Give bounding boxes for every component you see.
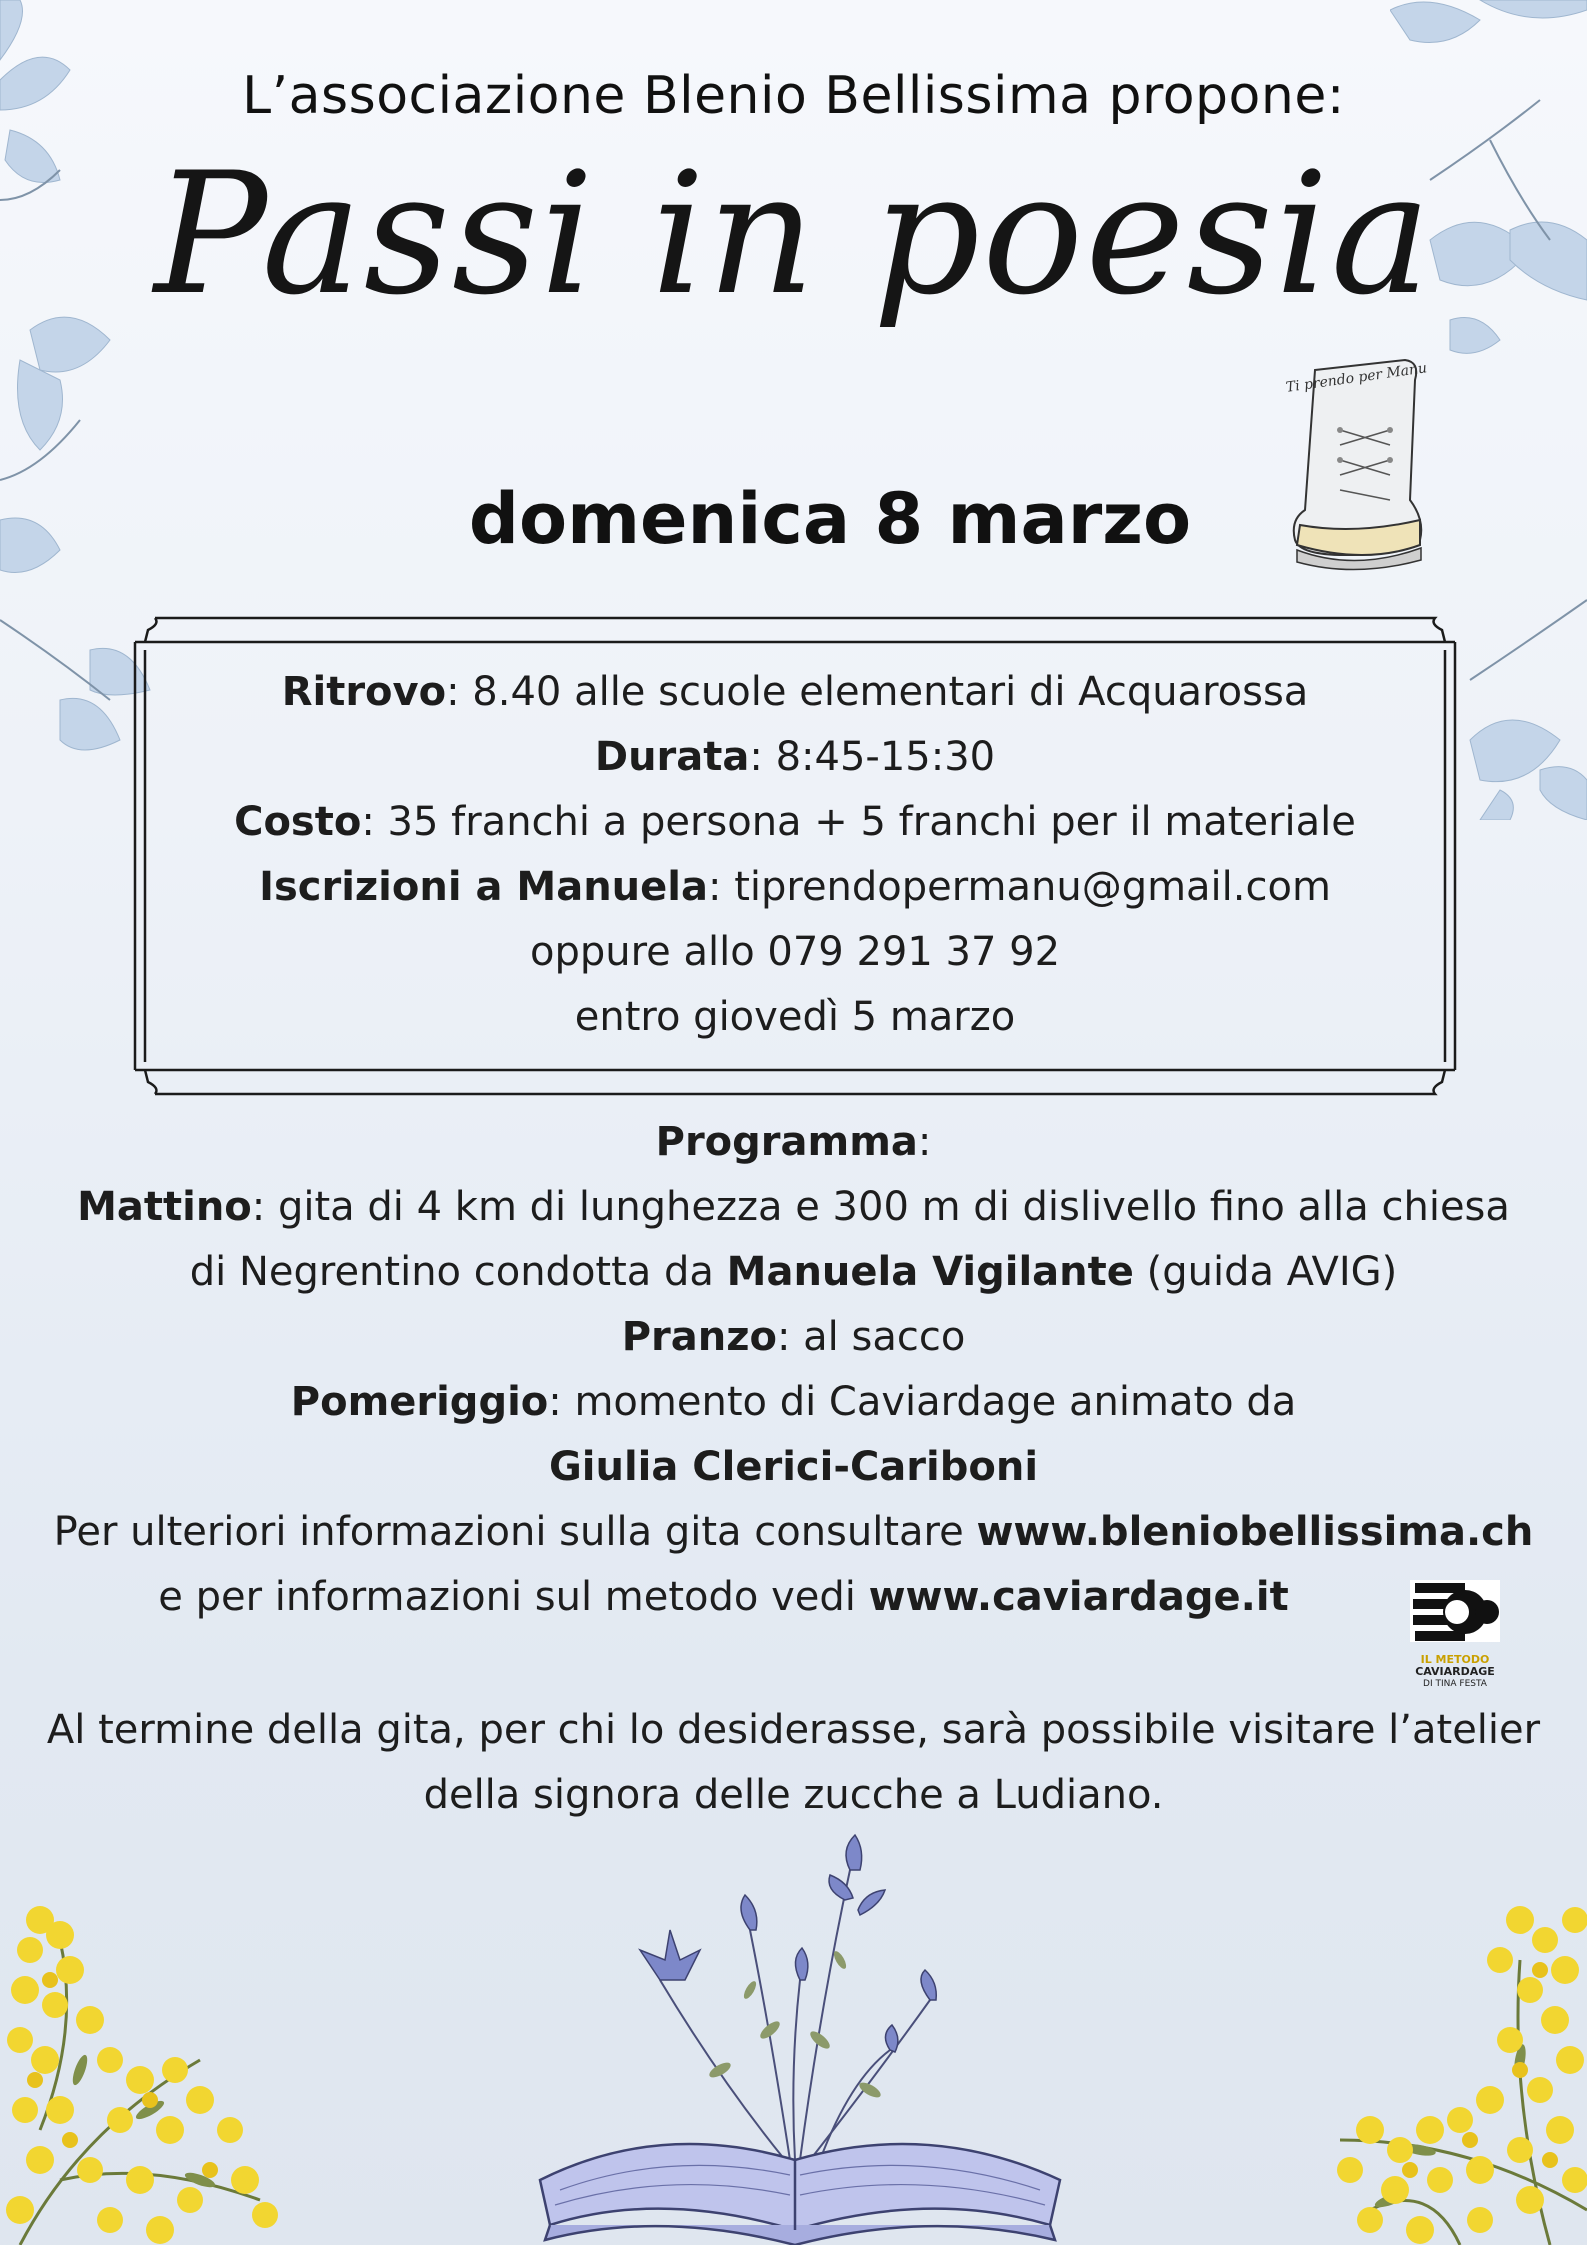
shoe-badge-text: Ti prendo per Manu bbox=[1285, 360, 1428, 396]
pomeriggio-line bbox=[40, 1370, 1547, 1435]
ritrovo-label: Ritrovo bbox=[281, 669, 447, 715]
event-date: domenica 8 marzo bbox=[468, 478, 1192, 560]
mattino-value: : gita di 4 km di lunghezza e 300 m di dislivello fino alla chiesa bbox=[251, 1184, 1510, 1230]
phone-line: oppure allo 079 291 37 92 bbox=[529, 929, 1061, 975]
closing-line-1: Al termine della gita, per chi lo desiderasse, sarà possibile visitare l’atelier bbox=[46, 1707, 1541, 1753]
mimosa-bottom-left bbox=[0, 1880, 290, 2245]
costo-line bbox=[150, 790, 1440, 855]
host-name: Giulia Clerici-Cariboni bbox=[548, 1444, 1039, 1490]
caviardage-logo bbox=[1405, 1575, 1505, 1690]
program-heading-line bbox=[40, 1110, 1547, 1175]
intro-line: L’associazione Blenio Bellissima propone: bbox=[242, 66, 1345, 126]
info-gita-line bbox=[40, 1500, 1547, 1565]
program-heading: Programma bbox=[655, 1119, 918, 1165]
ritrovo-line bbox=[150, 660, 1440, 725]
mattino-line2-post: (guida AVIG) bbox=[1133, 1249, 1398, 1295]
logo-line-3: DI TINA FESTA bbox=[1423, 1679, 1487, 1689]
event-info bbox=[150, 660, 1440, 1050]
info-gita-text: Per ulteriori informazioni sulla gita consultare bbox=[53, 1509, 977, 1555]
open-book-with-flowers-illustration bbox=[520, 1830, 1080, 2245]
logo-line-1: IL METODO bbox=[1420, 1653, 1490, 1666]
closing-line-2: della signora delle zucche a Ludiano. bbox=[423, 1772, 1164, 1818]
pomeriggio-value: : momento di Caviardage animato da bbox=[548, 1379, 1297, 1425]
pranzo-line bbox=[40, 1305, 1547, 1370]
caviardage-link[interactable]: www.caviardage.it bbox=[868, 1574, 1289, 1620]
pranzo-label: Pranzo bbox=[621, 1314, 777, 1360]
durata-line bbox=[150, 725, 1440, 790]
durata-label: Durata bbox=[594, 734, 750, 780]
mattino-line bbox=[40, 1175, 1547, 1240]
iscrizioni-line bbox=[150, 855, 1440, 920]
page-title: Passi in poesia bbox=[154, 136, 1433, 332]
host-line bbox=[40, 1435, 1547, 1500]
program-section bbox=[40, 1110, 1547, 1630]
deadline-line: entro giovedì 5 marzo bbox=[574, 994, 1016, 1040]
ritrovo-value: : 8.40 alle scuole elementari di Acquarossa bbox=[446, 669, 1309, 715]
logo-line-2: CAVIARDAGE bbox=[1415, 1665, 1495, 1678]
durata-value: : 8:45-15:30 bbox=[749, 734, 996, 780]
info-metodo-line bbox=[40, 1565, 1547, 1630]
iscrizioni-label: Iscrizioni a Manuela bbox=[259, 864, 708, 910]
guide-name: Manuela Vigilante bbox=[726, 1249, 1134, 1295]
costo-label: Costo bbox=[234, 799, 362, 845]
iscrizioni-email: : tiprendopermanu@gmail.com bbox=[708, 864, 1331, 910]
pranzo-value: : al sacco bbox=[776, 1314, 966, 1360]
closing-note bbox=[40, 1698, 1547, 1828]
caviardage-logo-mark bbox=[1405, 1575, 1505, 1650]
program-heading-colon: : bbox=[917, 1119, 932, 1165]
mattino-line-2 bbox=[40, 1240, 1547, 1305]
pomeriggio-label: Pomeriggio bbox=[290, 1379, 549, 1425]
hiking-boot-illustration bbox=[1285, 350, 1430, 575]
bleniobellissima-link[interactable]: www.bleniobellissima.ch bbox=[976, 1509, 1534, 1555]
mimosa-bottom-right bbox=[1220, 1880, 1587, 2245]
mattino-label: Mattino bbox=[77, 1184, 252, 1230]
costo-value: : 35 franchi a persona + 5 franchi per il materiale bbox=[361, 799, 1356, 845]
info-metodo-text: e per informazioni sul metodo vedi bbox=[158, 1574, 869, 1620]
mattino-line2-pre: di Negrentino condotta da bbox=[189, 1249, 727, 1295]
